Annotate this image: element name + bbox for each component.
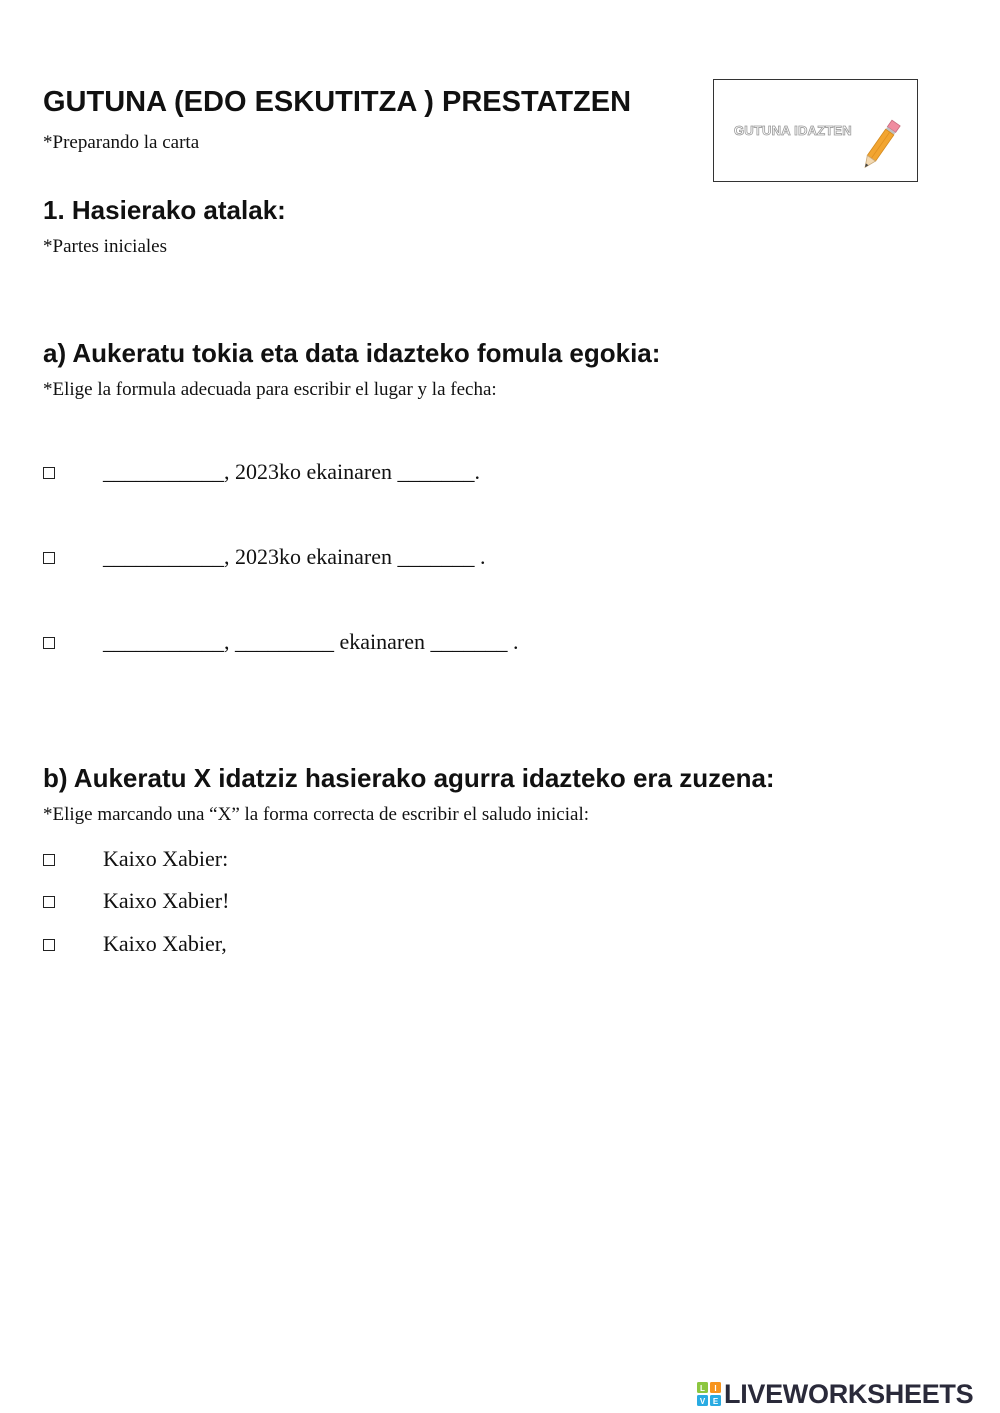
checkbox[interactable] [43,552,55,564]
checkbox[interactable] [43,896,55,908]
section-a-note: *Elige la formula adecuada para escribir el lugar y la fecha: [43,379,497,400]
pencil-icon [858,116,902,176]
greeting-option-label: Kaixo Xabier, [103,931,227,956]
date-option-label: ___________, 2023ko ekainaren _______. [103,459,480,484]
page-subtitle: *Preparando la carta [43,132,200,153]
liveworksheets-brand [697,1376,973,1412]
section-a-heading: a) Aukeratu tokia eta data idazteko fomula egokia: [43,338,661,368]
svg-text:I: I [714,1384,717,1393]
greeting-option-label: Kaixo Xabier! [103,888,230,913]
section-1-heading: 1. Hasierako atalak: [43,195,286,225]
section-b-heading: b) Aukeratu X idatziz hasierako agurra idazteko era zuzena: [43,763,775,793]
checkbox[interactable] [43,854,55,866]
svg-text:V: V [699,1397,706,1406]
section-1-note: *Partes iniciales [43,236,167,257]
brand-text: LIVEWORKSHEETS [724,1378,974,1409]
checkbox[interactable] [43,939,55,951]
header-logo-image [713,79,918,182]
liveworksheets-logo-icon [697,1382,721,1406]
date-option-label: ___________, 2023ko ekainaren _______ . [103,544,486,569]
greeting-option-label: Kaixo Xabier: [103,846,229,871]
section-b-note: *Elige marcando una “X” la forma correcta de escribir el saludo inicial: [43,804,589,825]
page-title: GUTUNA (EDO ESKUTITZA ) PRESTATZEN [43,86,632,118]
checkbox[interactable] [43,637,55,649]
svg-text:E: E [712,1397,719,1406]
checkbox[interactable] [43,467,55,479]
logo-text: GUTUNA IDAZTEN [734,123,852,138]
date-option-label: ___________, _________ ekainaren _______ . [103,629,519,654]
svg-text:L: L [700,1384,705,1393]
